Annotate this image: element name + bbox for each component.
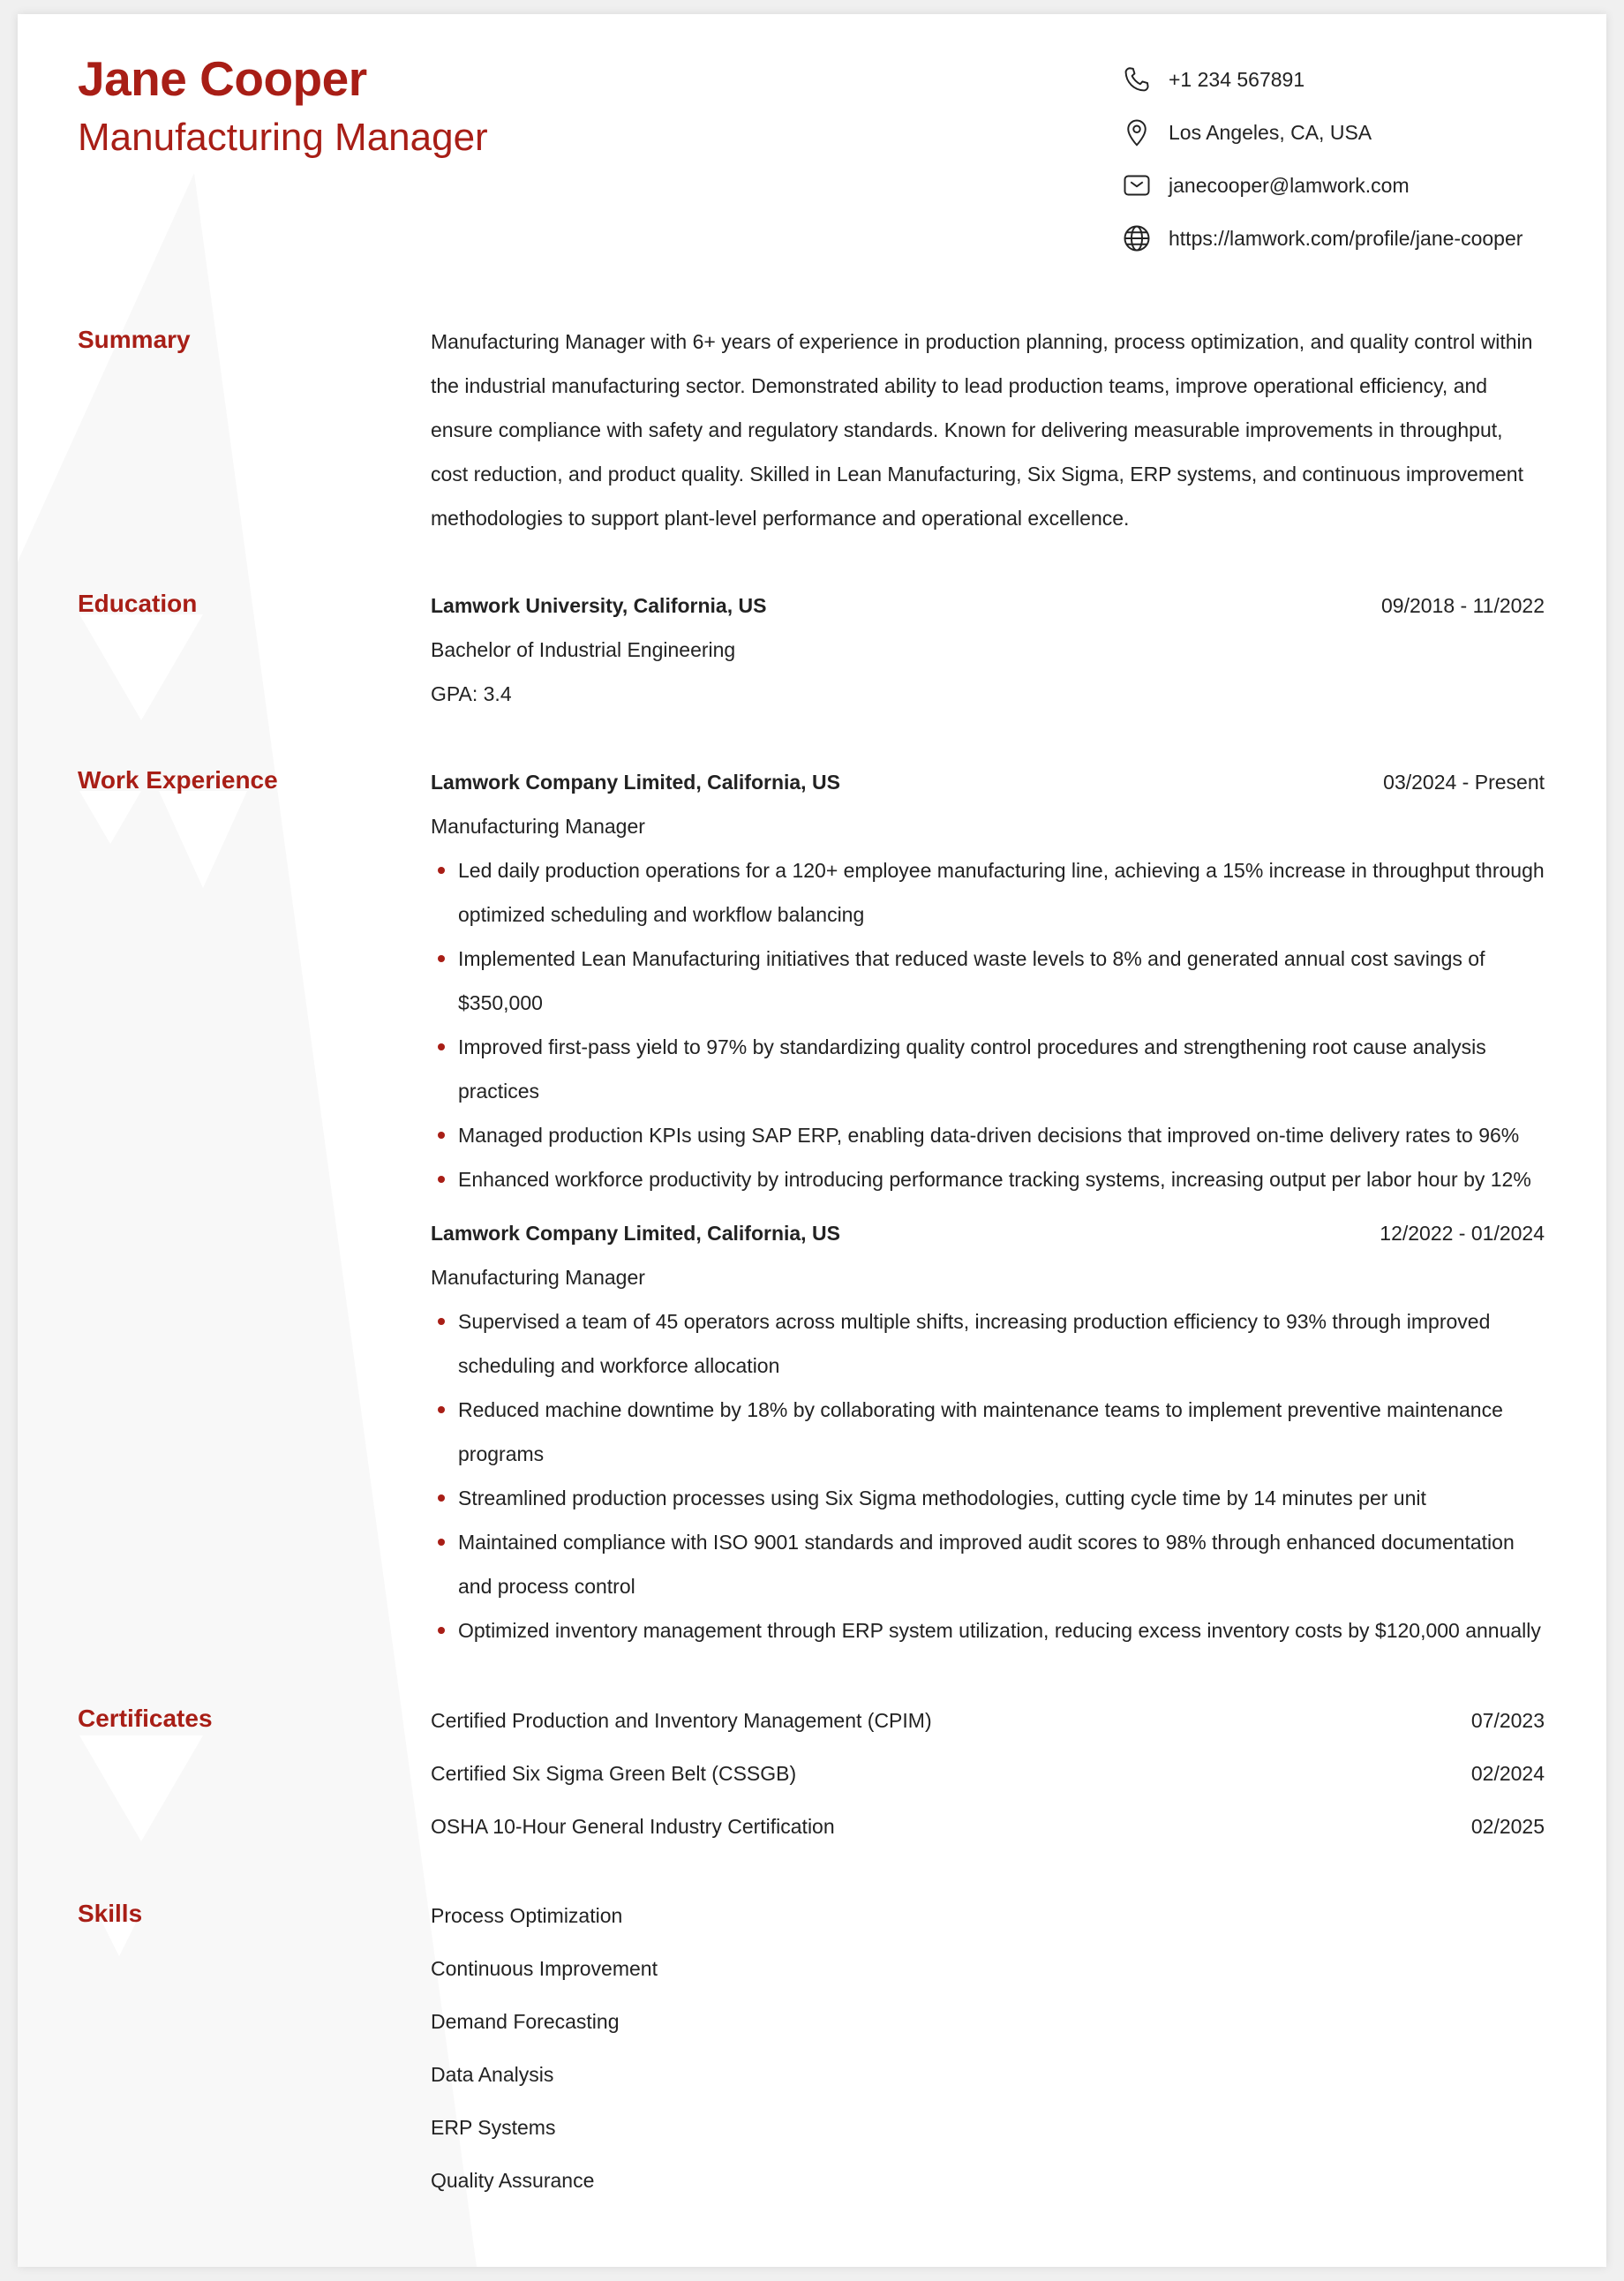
contact-phone — [1121, 60, 1304, 99]
certificate-item — [431, 1694, 1545, 1747]
education-degree: Bachelor of Industrial Engineering — [431, 638, 736, 661]
education-heading: Education — [78, 590, 198, 617]
certificate-item — [431, 1800, 1545, 1853]
list-item: Supervised a team of 45 operators across multiple shifts, increasing production efficiency to 93% through improved scheduling and workforce allocation — [431, 1299, 1545, 1388]
job-role: Manufacturing Manager — [431, 815, 645, 838]
education-entry — [431, 583, 1545, 716]
education-dates: 09/2018 - 11/2022 — [1380, 594, 1545, 617]
certificate-name: OSHA 10-Hour General Industry Certification — [431, 1815, 835, 1838]
job-entry — [431, 1211, 1545, 1652]
resume-page — [18, 14, 1606, 2267]
job-company: Lamwork Company Limited, California, US — [431, 1222, 840, 1245]
job-entry-header — [431, 1211, 1545, 1255]
skill-item: Process Optimization — [431, 1904, 623, 1927]
list-item: Implemented Lean Manufacturing initiatives that reduced waste levels to 8% and generated annual cost savings of $350,000 — [431, 937, 1545, 1025]
skill-item: ERP Systems — [431, 2116, 556, 2139]
mail-icon — [1121, 169, 1153, 201]
job-achievements-list — [431, 848, 1545, 1201]
certificate-date: 07/2023 — [1470, 1709, 1545, 1732]
education-school: Lamwork University, California, US — [431, 594, 767, 617]
candidate-name: Jane Cooper — [78, 51, 367, 106]
list-item: Streamlined production processes using Six Sigma methodologies, cutting cycle time by 14 minutes per unit — [431, 1476, 1545, 1520]
work-experience-heading: Work Experience — [78, 766, 278, 794]
list-item: Maintained compliance with ISO 9001 standards and improved audit scores to 98% through enhanced documentation and process control — [431, 1520, 1545, 1608]
certificate-date: 02/2024 — [1470, 1762, 1545, 1785]
list-item: Improved first-pass yield to 97% by standardizing quality control procedures and strengthening root cause analysis practices — [431, 1025, 1545, 1113]
certificates-heading: Certificates — [78, 1705, 213, 1732]
certificate-item — [431, 1747, 1545, 1800]
contact-website[interactable] — [1121, 219, 1522, 258]
summary-text: Manufacturing Manager with 6+ years of experience in production planning, process optimization, and quality control within the industrial manufacturing sector. Demonstrated ability to lead production teams, improve operational efficiency, and ensure compliance with safety and regulatory standards. Known for delivering measurable improvements in throughput, cost reduction, and product quality. Skilled in Lean Manufacturing, Six Sigma, ERP systems, and continuous improvement methodologies to support plant-level performance and operational excellence. — [431, 330, 1533, 530]
skill-item: Data Analysis — [431, 2063, 554, 2086]
job-achievements-list — [431, 1299, 1545, 1652]
job-role: Manufacturing Manager — [431, 1266, 645, 1289]
job-entry — [431, 760, 1545, 1201]
globe-icon — [1121, 222, 1153, 254]
list-item: Optimized inventory management through ERP system utilization, reducing excess inventory costs by $120,000 annually — [431, 1608, 1545, 1652]
list-item: Reduced machine downtime by 18% by collaborating with maintenance teams to implement preventive maintenance programs — [431, 1388, 1545, 1476]
contact-email[interactable] — [1121, 166, 1410, 205]
skills-heading: Skills — [78, 1900, 143, 1927]
certificate-name: Certified Six Sigma Green Belt (CSSGB) — [431, 1762, 797, 1785]
phone-icon — [1121, 64, 1153, 95]
location-text: Los Angeles, CA, USA — [1169, 120, 1372, 144]
education-entry-header — [431, 583, 1545, 628]
candidate-title: Manufacturing Manager — [78, 116, 488, 159]
skill-item: Continuous Improvement — [431, 1957, 658, 1980]
email-link[interactable]: janecooper@lamwork.com — [1169, 173, 1410, 197]
certificate-name: Certified Production and Inventory Management (CPIM) — [431, 1709, 932, 1732]
skill-item: Demand Forecasting — [431, 2010, 620, 2033]
job-entry-header — [431, 760, 1545, 804]
phone-text: +1 234 567891 — [1169, 67, 1305, 91]
website-link[interactable]: https://lamwork.com/profile/jane-cooper — [1169, 226, 1523, 250]
location-pin-icon — [1121, 117, 1153, 148]
job-company: Lamwork Company Limited, California, US — [431, 771, 840, 794]
certificates-list — [431, 1694, 1545, 1853]
job-dates: 12/2022 - 01/2024 — [1380, 1222, 1545, 1245]
list-item: Enhanced workforce productivity by introducing performance tracking systems, increasing output per labor hour by 12% — [431, 1157, 1545, 1201]
skills-list — [431, 1889, 1545, 2207]
job-dates: 03/2024 - Present — [1383, 771, 1545, 794]
education-gpa: GPA: 3.4 — [431, 682, 512, 705]
skill-item: Quality Assurance — [431, 2169, 595, 2192]
contact-location — [1121, 113, 1372, 152]
list-item: Led daily production operations for a 120+ employee manufacturing line, achieving a 15% increase in throughput through optimized scheduling and workflow balancing — [431, 848, 1545, 937]
certificate-date: 02/2025 — [1470, 1815, 1545, 1838]
summary-heading: Summary — [78, 326, 191, 353]
list-item: Managed production KPIs using SAP ERP, enabling data-driven decisions that improved on-time delivery rates to 96% — [431, 1113, 1545, 1157]
